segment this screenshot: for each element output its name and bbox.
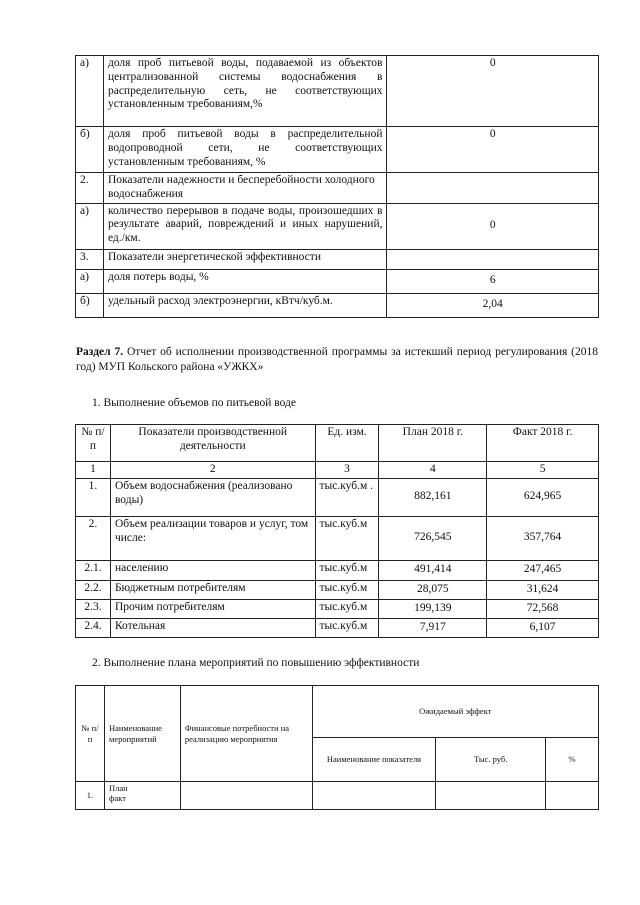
col-header-financing: Финансовые потребности на реализацию мероприятия (180, 686, 312, 782)
col-number: 5 (487, 462, 599, 479)
col-header-percent: % (546, 738, 599, 782)
plan-value: 726,545 (379, 516, 487, 560)
col-header-indicator: Показатели производственной деятельности (110, 425, 315, 462)
efficiency-measures-table (75, 685, 599, 810)
unit: тыс.куб.м (315, 560, 379, 580)
table-row (76, 782, 599, 810)
indicator-name: Прочим потребителям (110, 599, 315, 618)
row-number: 2.2. (76, 580, 111, 599)
section-label: Раздел 7. (76, 346, 124, 358)
col-header-plan: План 2018 г. (379, 425, 487, 462)
indicator-text: Показатели энергетической эффективности (103, 249, 387, 269)
table-row (76, 269, 599, 293)
plan-label: План (108, 783, 128, 793)
indicator-value: 2,04 (387, 293, 599, 317)
col-header-indicator-name: Наименование показателя (312, 738, 436, 782)
fact-value: 624,965 (487, 478, 599, 516)
col-header-num: № п/п (76, 425, 111, 462)
empty-cell (436, 782, 546, 810)
row-number: б) (76, 293, 104, 317)
plan-value: 7,917 (379, 618, 487, 637)
table-row (76, 293, 599, 317)
plan-value: 28,075 (379, 580, 487, 599)
row-number: а) (76, 269, 104, 293)
table-row (76, 599, 599, 618)
col-number: 4 (379, 462, 487, 479)
indicator-name: населению (110, 560, 315, 580)
indicator-text: доля проб питьевой воды, подаваемой из объектов централизованной системы водоснабжения в распределительную сеть, не соответствующих установленным требованиям,% (103, 56, 387, 127)
table-row (76, 618, 599, 637)
col-header-rub: Тыс. руб. (436, 738, 546, 782)
col-header-measure-name: Наименование мероприятий (104, 686, 180, 782)
row-number: 2.4. (76, 618, 111, 637)
table-row (76, 127, 599, 173)
row-number: 1. (76, 478, 111, 516)
indicator-text: Показатели надежности и бесперебойности холодного водоснабжения (103, 173, 387, 204)
header-row (76, 425, 599, 462)
unit: тыс.куб.м . (315, 478, 379, 516)
section-text: Отчет об исполнении производственной программы за истекший период регулирования (2018 год) МУП Кольского района «УЖКХ» (76, 346, 598, 373)
table-row (76, 56, 599, 127)
table-row (76, 516, 599, 560)
fact-value: 31,624 (487, 580, 599, 599)
subheading-water-volumes: 1. Выполнение объемов по питьевой воде (92, 397, 296, 409)
col-header-unit: Ед. изм. (315, 425, 379, 462)
fact-label: факт (108, 793, 126, 804)
table-row (76, 580, 599, 599)
plan-value: 199,139 (379, 599, 487, 618)
row-number: а) (76, 56, 104, 127)
indicator-value (387, 249, 599, 269)
indicator-text: доля потерь воды, % (103, 269, 387, 293)
plan-value: 882,161 (379, 478, 487, 516)
indicator-text: доля проб питьевой воды в распределительной водопроводной сети, не соответствующих установленным требованиям, % (103, 127, 387, 173)
col-header-expected-effect: Ожидаемый эффект (312, 686, 598, 738)
plan-value: 491,414 (379, 560, 487, 580)
table-row (76, 560, 599, 580)
table-row (76, 173, 599, 204)
unit: тыс.куб.м (315, 618, 379, 637)
water-volumes-table (75, 424, 599, 638)
row-number: 2. (76, 516, 111, 560)
fact-value: 6,107 (487, 618, 599, 637)
subheading-efficiency-plan: 2. Выполнение плана мероприятий по повышению эффективности (92, 657, 420, 669)
header-row (76, 686, 599, 738)
table-row (76, 478, 599, 516)
row-number: б) (76, 127, 104, 173)
indicator-name: Котельная (110, 618, 315, 637)
col-number: 1 (76, 462, 111, 479)
indicator-value: 6 (387, 269, 599, 293)
indicator-value: 0 (387, 203, 599, 249)
row-number: а) (76, 203, 104, 249)
indicator-value: 0 (387, 127, 599, 173)
col-header-num: № п/п (76, 686, 105, 782)
empty-cell (546, 782, 599, 810)
quality-indicators-table (75, 55, 599, 318)
unit: тыс.куб.м (315, 516, 379, 560)
fact-value: 72,568 (487, 599, 599, 618)
table-row (76, 249, 599, 269)
indicator-text: количество перерывов в подаче воды, произошедших в результате аварий, повреждений и иных нарушений, ед./км. (103, 203, 387, 249)
row-number: 2.1. (76, 560, 111, 580)
indicator-value (387, 173, 599, 204)
fact-value: 357,764 (487, 516, 599, 560)
table-row (76, 203, 599, 249)
row-number: 2. (76, 173, 104, 204)
indicator-name: Бюджетным потребителям (110, 580, 315, 599)
indicator-name: Объем водоснабжения (реализовано воды) (110, 478, 315, 516)
indicator-text: удельный расход электроэнергии, кВтч/куб.м. (103, 293, 387, 317)
column-numbers-row (76, 462, 599, 479)
indicator-value: 0 (387, 56, 599, 127)
unit: тыс.куб.м (315, 580, 379, 599)
row-number: 3. (76, 249, 104, 269)
empty-cell (180, 782, 312, 810)
unit: тыс.куб.м (315, 599, 379, 618)
empty-cell (312, 782, 436, 810)
col-header-fact: Факт 2018 г. (487, 425, 599, 462)
fact-value: 247,465 (487, 560, 599, 580)
section-7-heading (76, 345, 598, 375)
row-number: 1. (76, 782, 105, 810)
col-number: 3 (315, 462, 379, 479)
indicator-name: Объем реализации товаров и услуг, том числе: (110, 516, 315, 560)
row-number: 2.3. (76, 599, 111, 618)
plan-fact-cell (104, 782, 180, 810)
col-number: 2 (110, 462, 315, 479)
